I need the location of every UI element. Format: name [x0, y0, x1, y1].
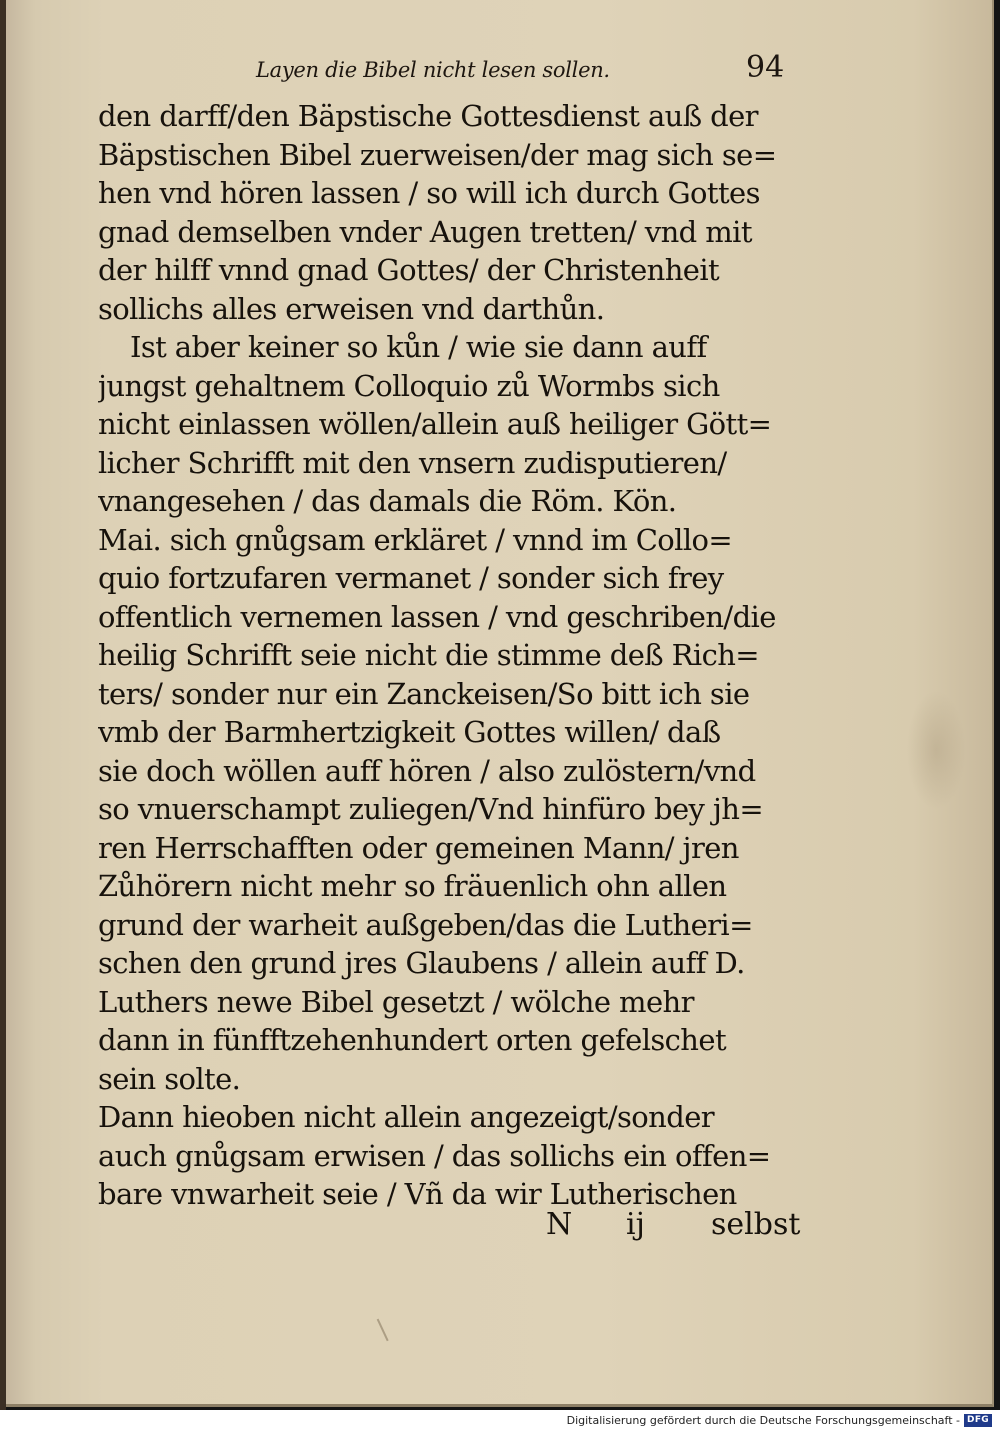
- text-line: licher Schrifft mit den vnsern zudisputieren/: [98, 445, 727, 480]
- text-line-paragraph-start: Ist aber keiner so kůn / wie sie dann auff: [130, 330, 707, 364]
- dfg-logo: DFG: [964, 1414, 992, 1427]
- text-line: Mai. sich gnůgsam erkläret / vnnd im Collo=: [98, 522, 733, 557]
- text-line: vnangesehen / das damals die Röm. Kön.: [98, 484, 677, 518]
- paper-stain: [906, 690, 966, 810]
- text-line: ren Herrschafften oder gemeinen Mann/ jren: [98, 830, 739, 865]
- text-line: auch gnůgsam erwisen / das sollichs ein offen=: [98, 1138, 771, 1173]
- text-line: bare vnwarheit seie / Vñ da wir Lutherischen: [98, 1177, 737, 1211]
- text-block: [98, 97, 803, 1214]
- text-line: vmb der Barmhertzigkeit Gottes willen/ daß: [98, 715, 721, 749]
- text-line: den darff/den Bäpstische Gottesdienst auß der: [98, 99, 758, 133]
- text-line: schen den grund jres Glaubens / allein auff D.: [98, 946, 745, 980]
- text-line-paragraph-start: Dann hieoben nicht allein angezeigt/sonder: [98, 1100, 715, 1134]
- paper-mark: [377, 1313, 402, 1342]
- text-line: grund der warheit außgeben/das die Lutheri=: [98, 907, 753, 942]
- text-line: jungst gehaltnem Colloquio zů Wormbs sich: [98, 368, 720, 403]
- text-line: Zůhörern nicht mehr so fräuenlich ohn allen: [98, 869, 727, 903]
- text-line: sie doch wöllen auff hören / also zulöstern/vnd: [98, 753, 756, 788]
- text-line: quio fortzufaren vermanet / sonder sich frey: [98, 561, 724, 595]
- text-line: sollichs alles erweisen vnd darthůn.: [98, 291, 605, 326]
- footer-credit: Digitalisierung gefördert durch die Deutsche Forschungsgemeinschaft -: [566, 1414, 960, 1427]
- running-head: Layen die Bibel nicht lesen sollen.: [256, 58, 610, 82]
- folio-number: 94: [746, 50, 785, 85]
- text-line: nicht einlassen wöllen/allein auß heiliger Gött=: [98, 407, 772, 441]
- text-line: so vnuerschampt zuliegen/Vnd hinfüro bey jh=: [98, 792, 764, 826]
- signature-mark: N: [546, 1207, 573, 1242]
- footer-bar: [0, 1410, 1000, 1432]
- text-line: sein solte.: [98, 1061, 241, 1096]
- text-line: gnad demselben vnder Augen tretten/ vnd mit: [98, 214, 752, 249]
- text-line: heilig Schrifft seie nicht die stimme deß Rich=: [98, 638, 760, 672]
- catchword: selbst: [711, 1207, 801, 1242]
- book-page: [6, 0, 994, 1407]
- text-line: Bäpstischen Bibel zuerweisen/der mag sich se=: [98, 137, 777, 172]
- text-line: ters/ sonder nur ein Zanckeisen/So bitt ich sie: [98, 676, 750, 711]
- text-line: der hilff vnnd gnad Gottes/ der Christenheit: [98, 253, 720, 287]
- catchline: [546, 1207, 806, 1253]
- signature-number: ij: [626, 1207, 645, 1242]
- text-line: offentlich vernemen lassen / vnd geschriben/die: [98, 599, 776, 634]
- text-line: dann in fünfftzehenhundert orten gefelschet: [98, 1023, 727, 1057]
- text-line: hen vnd hören lassen / so will ich durch Gottes: [98, 176, 760, 210]
- text-line: Luthers newe Bibel gesetzt / wölche mehr: [98, 984, 694, 1019]
